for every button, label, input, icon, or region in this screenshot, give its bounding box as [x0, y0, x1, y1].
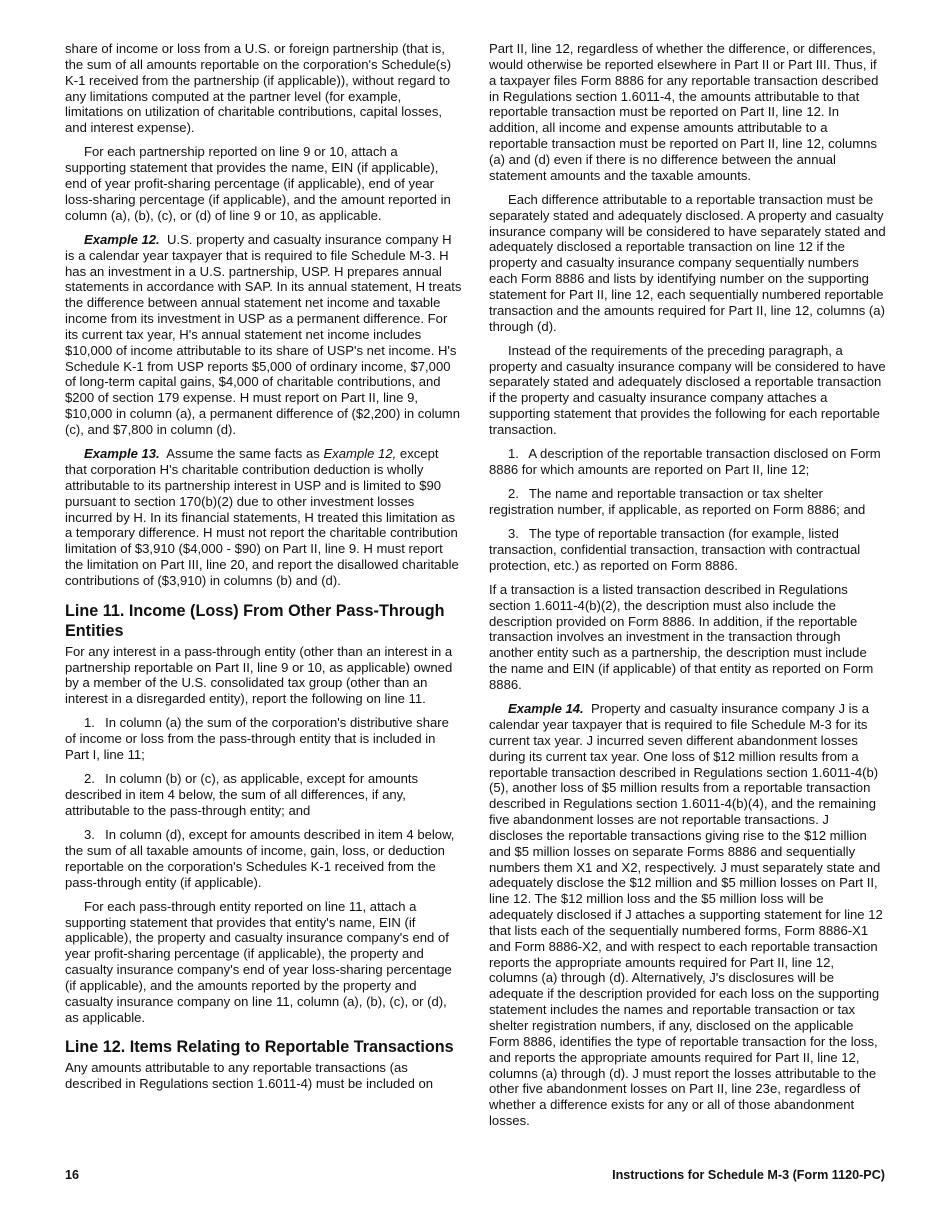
- heading-line-11: Line 11. Income (Loss) From Other Pass-Through Entities: [65, 601, 445, 640]
- example-14-text: Property and casualty insurance company J is a calendar year taxpayer that is required to file Schedule M-3 for its current tax year. J incurred seven different abandonment losses during its current tax year. One loss of $12 million results from a reportable transaction described in Regulations section 1.6011-4(b)(5), another loss of $5 million results from a reportable transaction described in Regulations section 1.6011-4(b)(4), and the remaining five abandonment losses are not reportable transactions. J discloses the reportable transactions giving rise to the $12 million and $5 million losses on separate Forms 8886 and sequentially numbers them X1 and X2, respectively. J must separately state and adequately disclose the $12 million and $5 million losses on Part II, line 12. The $12 million loss and the $5 million loss will be adequately disclosed if J attaches a supporting statement for line 12 that lists each of the sequentially numbered forms, Form 8886-X1 and Form 8886-X2, and with respect to each reportable transaction reports the appropriate amounts required for Part II, line 12, columns (a) through (d). Alternatively, J's disclosures will be adequate if the description provided for each loss on the supporting statement includes the names and reportable transaction or tax shelter registration numbers, if any, disclosed on the applicable Form 8886, identifies the type of reportable transaction for the loss, and reports the appropriate amounts required for Part II, line 12, columns (a) through (d). J must report the losses attributable to the other five abandonment losses on Part II, line 23e, regardless of whether a difference exists for any or all of those abandonment losses.: [489, 701, 883, 1129]
- paragraph-alternative-disclosure: Instead of the requirements of the preceding paragraph, a property and casualty insurance company will be considered to have separately stated and adequately disclosed a reportable transaction if the property and casualty insurance company attaches a supporting statement that provides the following for each reportable transaction.: [489, 342, 886, 437]
- line-11-item-3: 3. In column (d), except for amounts described in item 4 below, the sum of all taxable amounts of income, gain, loss, or deduction reportable on the corporation's Schedules K-1 received from the pass-through entity (if applicable).: [65, 827, 455, 890]
- example-13-ref: Example 12,: [323, 446, 397, 462]
- example-14: [489, 701, 886, 1129]
- line-11-intro: For any interest in a pass-through entity (other than an interest in a partnership reportable on Part II, line 9 or 10, as applicable) owned by a member of the U.S. consolidated tax group (other than an interest in a disregarded entity), report the following on line 11.: [65, 643, 453, 707]
- line-12-intro: Any amounts attributable to any reportable transactions (as described in Regulations section 1.6011-4) must be included on: [65, 1060, 434, 1092]
- line-11-statement: For each pass-through entity reported on line 11, attach a supporting statement that provides that entity's name, EIN (if applicable), the property and casualty insurance company's end of year profit-sharing percentage (if applicable), the property and casualty insurance company's end of year loss-sharing percentage (if applicable), and the amounts reported by the property and casualty insurance company on line 11, column (a), (b), (c), or (d), as applicable.: [65, 898, 452, 1025]
- example-12-label: Example 12.: [84, 231, 160, 247]
- example-13-label: Example 13.: [84, 446, 160, 462]
- example-13-text-a: Assume the same facts as: [166, 446, 320, 462]
- disclosure-item-1: 1. A description of the reportable transaction disclosed on Form 8886 for which amounts are reported on Part II, line 12;: [489, 446, 881, 477]
- line-12-continued: Part II, line 12, regardless of whether the difference, or differences, would otherwise be reported elsewhere in Part II or Part III. Thus, if a taxpayer files Form 8886 for any reportable transaction described in Regulations section 1.6011-4, the amounts attributable to that reportable transaction must be reported on Part II, line 12. In addition, all income and expense amounts attributable to a reportable transaction must be reported on Part II, line 12, columns (a) and (d) even if there is no difference between the annual statement amounts and the taxable amounts.: [489, 41, 879, 183]
- paragraph-partnership-statement: For each partnership reported on line 9 or 10, attach a supporting statement that provides the name, EIN (if applicable), end of year profit-sharing percentage (if applicable), end of year loss-sharing percentage (if applicable), and the amount reported in column (a), (b), (c), or (d) of line 9 or 10, as applicable.: [65, 144, 451, 223]
- form-reference: Instructions for Schedule M-3 (Form 1120-PC): [612, 1168, 885, 1182]
- right-column: [489, 41, 886, 1129]
- example-12-text: U.S. property and casualty insurance company H is a calendar year taxpayer that is required to file Schedule M-3. H has an investment in a U.S. partnership, USP. H prepares annual statements in accordance with SAP. In its annual statement, H treats the difference between annual statement net income and taxable income from its investment in USP as a permanent difference. For its current tax year, H's annual statement net income includes $10,000 of income attributable to its share of USP's net income. H's Schedule K-1 from USP reports $5,000 of ordinary income, $7,000 of long-term capital gains, $4,000 of charitable contributions, and $200 of section 179 expense. H must report on Part II, line 9, $10,000 in column (a), a permanent difference of ($2,200) in column (c), and $7,800 in column (d).: [65, 231, 462, 437]
- example-13: [65, 446, 462, 589]
- example-13-text-b: except that corporation H's charitable contribution deduction is wholly attributable to its partnership interest in USP and is limited to $90 pursuant to section 170(b)(2) due to other investment losses incurred by H. In its financial statements, H treated this limitation as a temporary difference. H must not report the charitable contribution limitation of $3,910 ($4,000 - $90) on Part II, line 9. H must report the limitation on Part III, line 20, and report the disallowed charitable contributions of ($3,910) in columns (b) and (d).: [65, 446, 459, 588]
- example-12: [65, 232, 462, 438]
- example-14-label: Example 14.: [508, 701, 584, 717]
- heading-line-12: Line 12. Items Relating to Reportable Transactions: [65, 1038, 454, 1057]
- paragraph-listed-transaction: If a transaction is a listed transaction described in Regulations section 1.6011-4(b)(2), the description must also include the description provided on Form 8886. In addition, if the reportable transaction involves an investment in the transaction through another entity such as a partnership, the description must include the name and EIN (if applicable) of that entity as reported on Form 8886.: [489, 581, 874, 692]
- line-11-item-2: 2. In column (b) or (c), as applicable, except for amounts described in item 4 below, the sum of all differences, if any, attributable to the pass-through entity; and: [65, 771, 419, 818]
- line-11-item-1: 1. In column (a) the sum of the corporation's distributive share of income or loss from the pass-through entity that is included in Part I, line 11;: [65, 715, 449, 763]
- page-number: 16: [65, 1168, 80, 1182]
- disclosure-item-3: 3. The type of reportable transaction (for example, listed transaction, confidential transaction, transaction with contractual protection, etc.) as reported on Form 8886.: [489, 526, 861, 573]
- left-column: [65, 41, 462, 1092]
- paragraph-separately-stated: Each difference attributable to a reportable transaction must be separately stated and adequately disclosed. A property and casualty insurance company will be considered to have separately stated and adequately disclosed a reportable transaction on line 12 if the property and casualty insurance company sequentially numbers each Form 8886 and lists by identifying number on the supporting statement for Part II, line 12, each sequentially numbered reportable transaction and the amounts required for Part II, line 12, columns (a) through (d).: [489, 191, 886, 334]
- paragraph-partnership-share: share of income or loss from a U.S. or foreign partnership (that is, the sum of all amounts reportable on the corporation's Schedule(s) K-1 received from the partnership (if applicable)), without regard to any limitations computed at the partner level (for example, limitations on utilization of charitable contributions, capital losses, and interest expense).: [65, 41, 452, 136]
- disclosure-item-2: 2. The name and reportable transaction or tax shelter registration number, if applicable, as reported on Form 8886; and: [489, 486, 866, 517]
